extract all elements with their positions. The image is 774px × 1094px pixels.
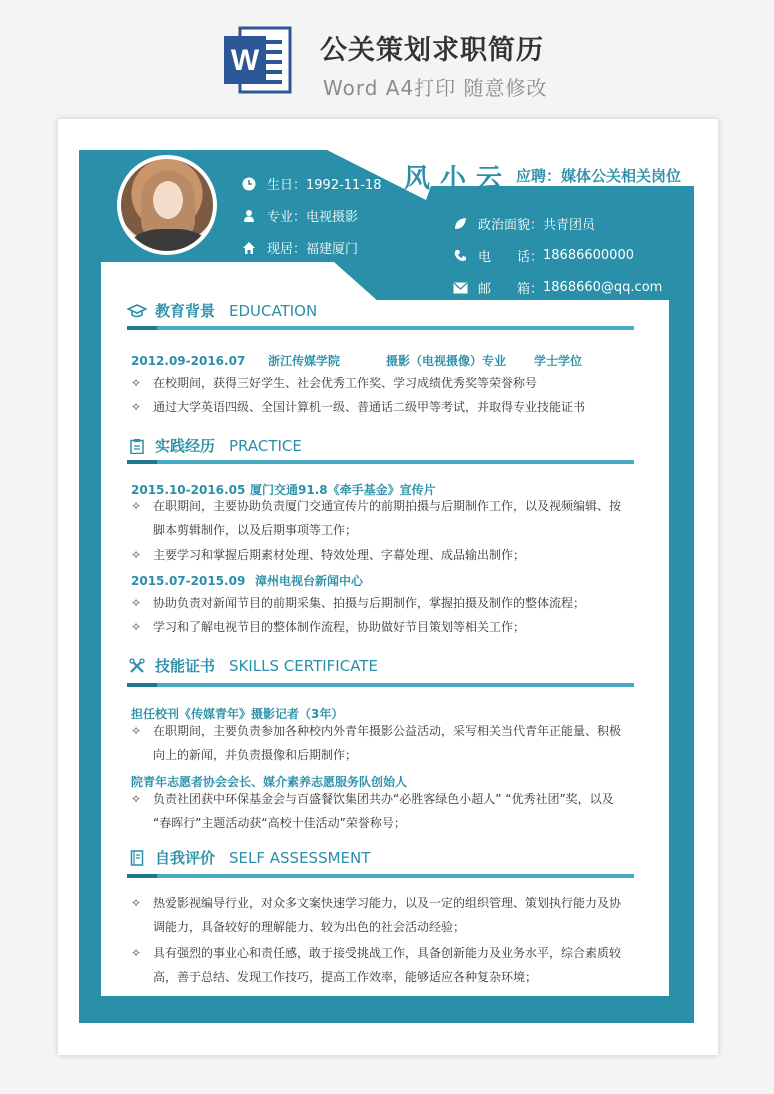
skills-divider <box>127 683 634 687</box>
profile-photo <box>117 155 217 255</box>
bullet-text: 主要学习和掌握后期素材处理、特效处理、字幕处理、成品输出制作； <box>153 548 526 562</box>
sparkle-bullet-icon: ✧ <box>131 620 142 634</box>
practice-bullet-1 <box>131 494 627 542</box>
sparkle-bullet-icon: ✧ <box>131 792 142 806</box>
clock-icon <box>241 176 257 192</box>
mail-icon <box>452 280 468 296</box>
skills-heading <box>127 655 378 676</box>
education-bullet-1 <box>131 371 627 395</box>
practice-title-cn: 实践经历 <box>155 437 216 455</box>
skills-title-cn: 技能证书 <box>155 657 216 675</box>
education-title-en: EDUCATION <box>229 301 318 320</box>
phone-label: 电 话： <box>478 250 544 265</box>
politics-row <box>452 214 595 233</box>
practice-entry-2 <box>131 572 363 589</box>
practice-heading <box>127 435 302 456</box>
sparkle-bullet-icon: ✧ <box>131 376 142 390</box>
education-major: 摄影（电视摄像）专业 <box>386 354 507 368</box>
skills-bullet-2 <box>131 787 627 835</box>
bullet-text: 负责社团获中环保基金会与百盛餐饮集团共办“必胜客绿色小超人” “优秀社团”奖，以及 “春晖行”主题活动获“高校十佳活动”荣誉称号； <box>153 792 614 830</box>
email-row <box>452 278 662 297</box>
sparkle-bullet-icon: ✧ <box>131 896 142 910</box>
assessment-bullet-2 <box>131 941 627 989</box>
education-school: 浙江传媒学院 <box>268 354 341 368</box>
sparkle-bullet-icon: ✧ <box>131 499 142 513</box>
assessment-divider <box>127 874 634 878</box>
sparkle-bullet-icon: ✧ <box>131 596 142 610</box>
assessment-bullet-1 <box>131 891 627 939</box>
phone-icon <box>452 248 468 264</box>
practice-bullet-3 <box>131 591 627 615</box>
applied-position: 应聘：媒体公关相关岗位 <box>516 167 682 185</box>
sparkle-bullet-icon: ✧ <box>131 724 142 738</box>
education-heading <box>127 300 317 321</box>
notebook-icon <box>127 850 147 866</box>
candidate-name: 风小云 <box>404 164 513 194</box>
banner-title: 公关策划求职简历 <box>320 35 544 66</box>
politics-text: 政治面貌：共青团员 <box>478 218 596 233</box>
word-icon-letter: W <box>230 44 260 77</box>
education-period: 2012.09-2016.07 <box>131 354 246 368</box>
bullet-text: 在职期间，主要负责参加各种校内外青年摄影公益活动，采写相关当代青年正能量、积极向上的新闻，并负责摄像和后期制作； <box>153 724 622 762</box>
skills-item-2-title: 院青年志愿者协会会长、媒介素养志愿服务队创始人 <box>131 775 408 789</box>
practice-bullet-2 <box>131 543 627 567</box>
bullet-text: 在校期间，获得三好学生、社会优秀工作奖、学习成绩优秀奖等荣誉称号 <box>153 376 538 390</box>
email-label: 邮 箱： <box>478 282 544 297</box>
clipboard-icon <box>127 438 147 454</box>
leaf-icon <box>452 216 468 232</box>
birth-row <box>241 174 382 193</box>
education-divider <box>127 326 634 330</box>
graduation-cap-icon <box>127 303 147 319</box>
practice-bullet-4 <box>131 615 627 639</box>
sparkle-bullet-icon: ✧ <box>131 548 142 562</box>
practice-divider <box>127 460 634 464</box>
bullet-text: 热爱影视编导行业，对众多文案快速学习能力，以及一定的组织管理、策划执行能力及协调能力，具备较好的理解能力、较为出色的社会活动经验； <box>153 896 622 934</box>
skills-title-en: SKILLS CERTIFICATE <box>229 656 378 675</box>
major-text: 专业：电视摄影 <box>267 210 359 225</box>
practice-period-1: 2015.10-2016.05 <box>131 483 246 497</box>
user-icon <box>241 208 257 224</box>
sparkle-bullet-icon: ✧ <box>131 946 142 960</box>
home-icon <box>241 240 257 256</box>
banner-subtitle: Word A4打印 随意修改 <box>323 76 548 100</box>
education-entry <box>131 352 582 369</box>
top-banner <box>0 0 774 112</box>
practice-period-2: 2015.07-2015.09 <box>131 574 246 588</box>
phone-text: 18686600000 <box>543 248 634 263</box>
email-text: 1868660@qq.com <box>543 280 663 295</box>
tools-icon <box>127 658 147 674</box>
assessment-title-en: SELF ASSESSMENT <box>229 848 371 867</box>
residence-text: 现居：福建厦门 <box>267 242 359 257</box>
practice-title-en: PRACTICE <box>229 436 302 455</box>
birth-text: 生日：1992-11-18 <box>267 178 382 193</box>
major-row <box>241 206 358 225</box>
bullet-text: 协助负责对新闻节目的前期采集、拍摄与后期制作，掌握拍摄及制作的整体流程； <box>153 596 586 610</box>
skills-bullet-1 <box>131 719 627 767</box>
bullet-text: 学习和了解电视节目的整体制作流程，协助做好节目策划等相关工作； <box>153 620 526 634</box>
bullet-text: 通过大学英语四级、全国计算机一级、普通话二级甲等考试，并取得专业技能证书 <box>153 400 586 414</box>
assessment-title-cn: 自我评价 <box>155 849 216 867</box>
education-bullet-2 <box>131 395 627 419</box>
residence-row <box>241 238 358 257</box>
practice-title-1: 厦门交通91.8《牵手基金》宣传片 <box>250 483 436 497</box>
phone-row <box>452 246 634 265</box>
assessment-heading <box>127 847 370 868</box>
word-document-icon <box>222 24 294 96</box>
bullet-text: 在职期间，主要协助负责厦门交通宣传片的前期拍摄与后期制作工作，以及视频编辑、按脚本剪辑制作，以及后期事项等工作； <box>153 499 622 537</box>
practice-title-2: 漳州电视台新闻中心 <box>255 574 364 588</box>
sparkle-bullet-icon: ✧ <box>131 400 142 414</box>
bullet-text: 具有强烈的事业心和责任感，敢于接受挑战工作，具备创新能力及业务水平，综合素质较高，善于总结、发现工作技巧，提高工作效率，能够适应各种复杂环境； <box>153 946 622 984</box>
education-title-cn: 教育背景 <box>155 302 216 320</box>
skills-item-1-title: 担任校刊《传媒青年》摄影记者（3年） <box>131 707 344 721</box>
education-degree: 学士学位 <box>534 354 583 368</box>
